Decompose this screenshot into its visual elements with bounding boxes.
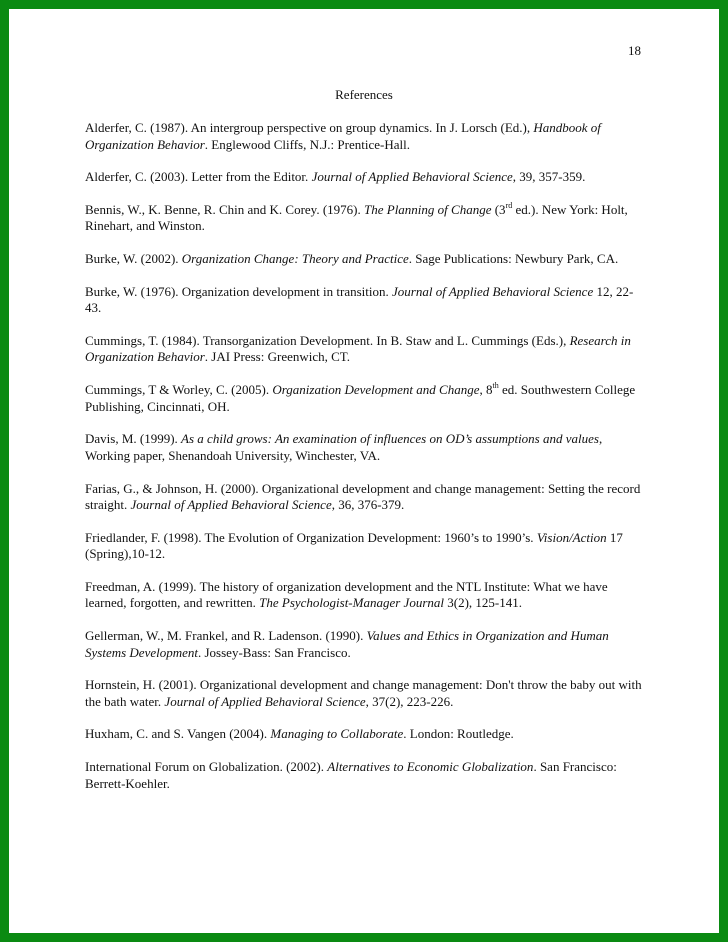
reference-entry (85, 202, 645, 235)
reference-entry (85, 481, 645, 514)
reference-text: Cummings, T. (1984). Transorganization Development. In B. Staw and L. Cummings (Eds.), (85, 332, 570, 348)
reference-text: . Englewood Cliffs, N.J.: Prentice-Hall. (204, 136, 410, 152)
reference-entry (85, 530, 645, 563)
reference-entry (85, 759, 645, 792)
reference-text: , 39, 357-359. (512, 169, 586, 185)
reference-text: . San Francisco: Berrett-Koehler. (85, 759, 617, 791)
reference-text: Hornstein, H. (2001). Organizational development and change management: Don't throw the baby out with the bath water. (85, 677, 642, 709)
reference-title: The Planning of Change (364, 201, 492, 217)
reference-text: International Forum on Globalization. (2002). (85, 759, 328, 775)
reference-title: Journal of Applied Behavioral Science (392, 283, 594, 299)
reference-title: The Psychologist-Manager Journal (259, 595, 444, 611)
reference-text: , 8 (479, 382, 493, 398)
reference-title: Vision/Action (536, 529, 607, 545)
reference-title: Journal of Applied Behavioral Science (130, 497, 332, 512)
ordinal-suffix: th (492, 380, 499, 390)
reference-text: . JAI Press: Greenwich, CT. (204, 349, 351, 365)
reference-title: Journal of Applied Behavioral Science (311, 169, 513, 185)
reference-text: Farias, G., & Johnson, H. (2000). Organizational development and change management: Setting the record straight. (85, 480, 641, 512)
reference-entry (85, 169, 645, 186)
reference-title: Journal of Applied Behavioral Science (164, 693, 366, 709)
reference-entry (85, 120, 645, 153)
reference-text: Gellerman, W., M. Frankel, and R. Ladenson. (1990). (85, 628, 367, 644)
reference-text: . Sage Publications: Newbury Park, CA. (408, 251, 619, 267)
reference-list (85, 120, 645, 808)
reference-entry (85, 628, 645, 661)
reference-text: Burke, W. (2002). (85, 251, 182, 267)
reference-text: Freedman, A. (1999). The history of organization development and the NTL Institute: What we have learned, forgotten, and rewritten. (85, 578, 608, 611)
reference-text: , Working paper, Shenandoah University, Winchester, VA. (85, 431, 603, 463)
reference-text: Bennis, W., K. Benne, R. Chin and K. Corey. (1976). (85, 201, 364, 217)
reference-text: (3 (491, 201, 506, 217)
reference-entry (85, 677, 645, 710)
reference-title: Organization Development and Change (272, 382, 480, 398)
reference-entry (85, 333, 645, 366)
reference-text: Davis, M. (1999). (85, 431, 182, 447)
page-number: 18 (628, 43, 641, 58)
reference-text: Burke, W. (1976). Organization development in transition. (85, 283, 393, 299)
reference-title: Values and Ethics in Organization and Human Systems Development (85, 628, 609, 660)
reference-title: Alternatives to Economic Globalization (327, 759, 534, 775)
reference-title: As a child grows: An examination of influences on OD’s assumptions and values (181, 431, 599, 447)
reference-entry (85, 251, 645, 268)
reference-text: 12, 22-43. (85, 283, 634, 316)
reference-title: Research in Organization Behavior (85, 332, 631, 365)
reference-text: , 37(2), 223-226. (365, 693, 454, 709)
reference-text: 3(2), 125-141. (444, 595, 522, 611)
reference-text: Cummings, T & Worley, C. (2005). (85, 382, 273, 398)
reference-text: , 36, 376-379. (331, 497, 405, 512)
reference-entry (85, 284, 645, 317)
reference-entry (85, 726, 645, 743)
reference-text: . London: Routledge. (403, 726, 514, 742)
reference-text: ed. Southwestern College Publishing, Cincinnati, OH. (85, 382, 636, 414)
references-heading: References (335, 87, 393, 102)
reference-text: ed.). New York: Holt, Rinehart, and Winston. (85, 201, 628, 234)
ordinal-suffix: rd (505, 200, 513, 210)
reference-text: Friedlander, F. (1998). The Evolution of Organization Development: 1960’s to 1990’s. (85, 529, 537, 545)
reference-text: 17 (Spring),10-12. (85, 529, 623, 562)
reference-text: . Jossey-Bass: San Francisco. (198, 644, 351, 660)
reference-entry (85, 431, 645, 464)
reference-text: Alderfer, C. (1987). An intergroup perspective on group dynamics. In J. Lorsch (Ed.), (85, 120, 534, 135)
reference-title: Managing to Collaborate (270, 726, 404, 742)
reference-entry (85, 579, 645, 612)
reference-text: Huxham, C. and S. Vangen (2004). (85, 726, 271, 742)
reference-title: Handbook of Organization Behavior (85, 120, 601, 152)
reference-title: Organization Change: Theory and Practice (181, 251, 409, 267)
reference-text: Alderfer, C. (2003). Letter from the Editor. (85, 169, 312, 185)
document-page (9, 9, 719, 933)
reference-entry (85, 382, 645, 415)
